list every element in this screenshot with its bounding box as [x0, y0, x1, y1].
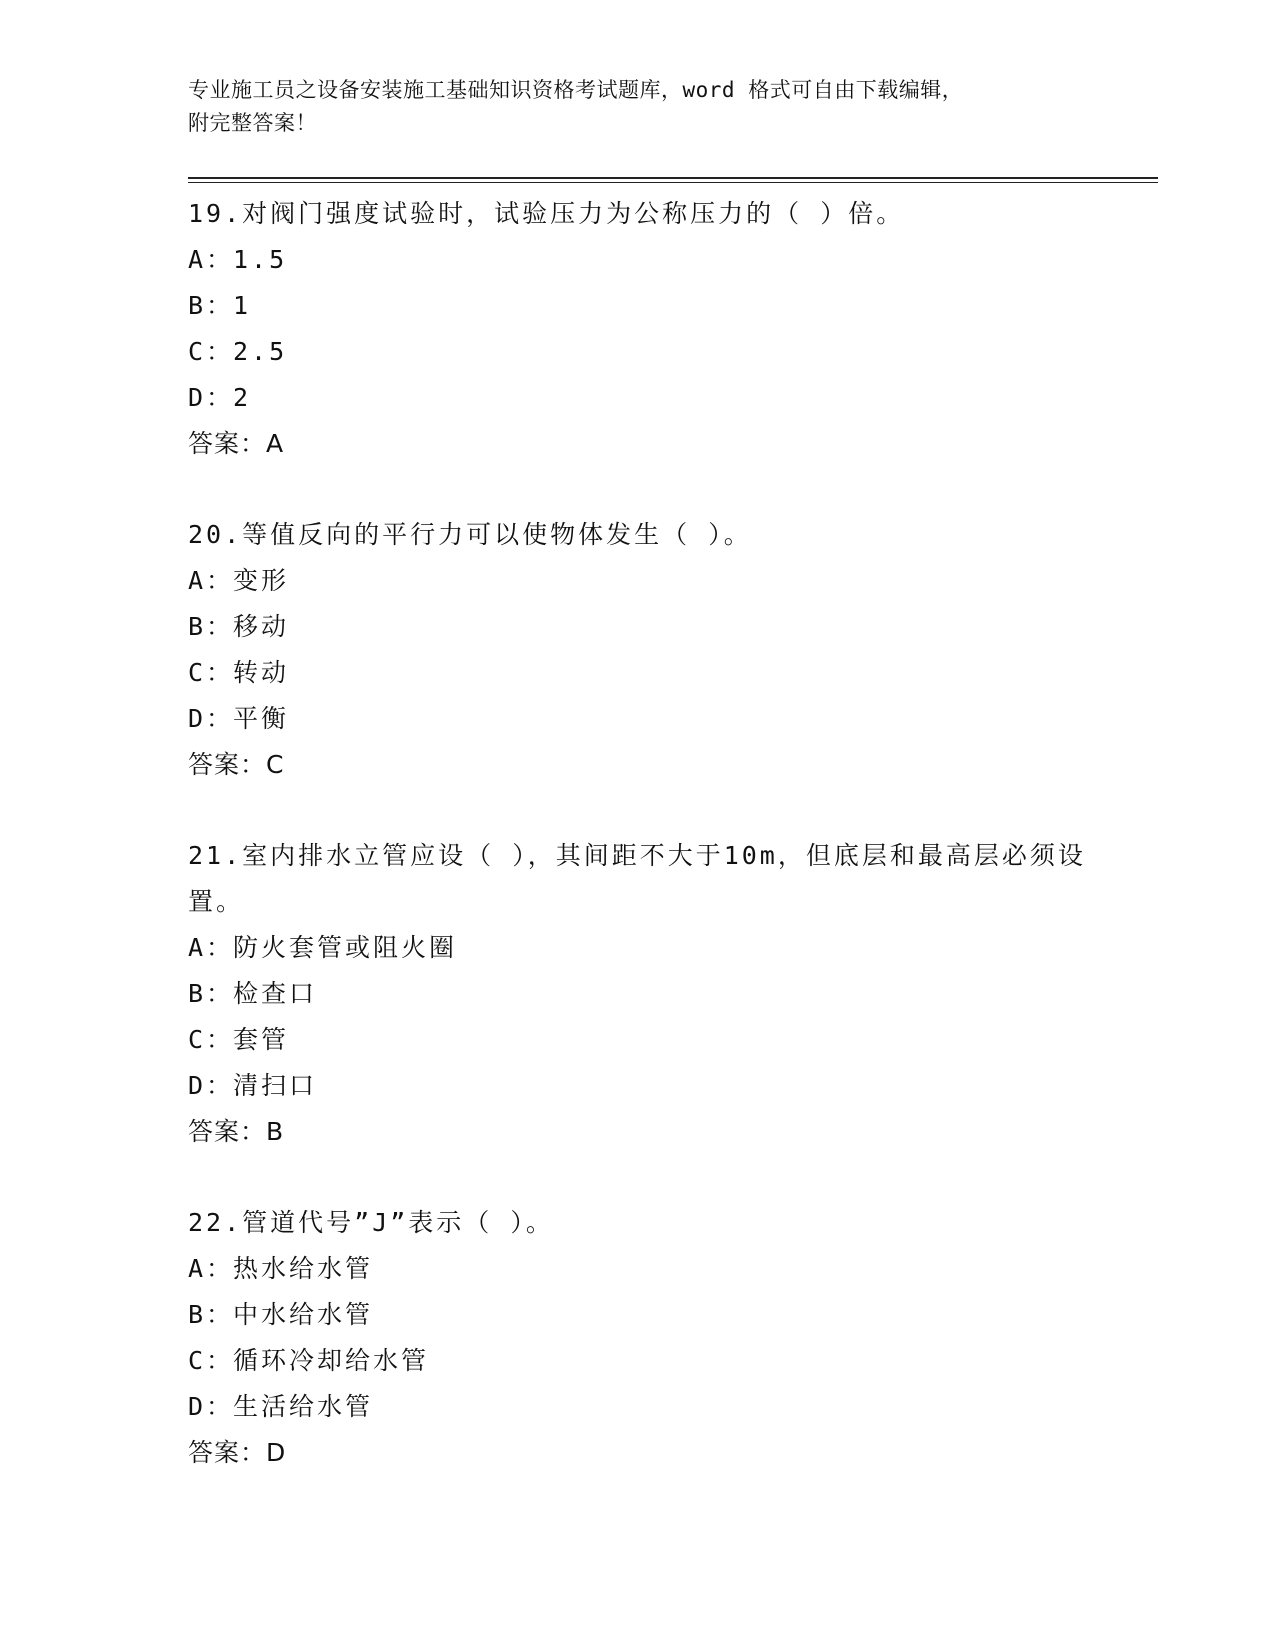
option-key: D： [188, 1071, 235, 1100]
option-key: B： [188, 612, 235, 641]
option-b [188, 604, 1088, 650]
question-stem: 22.管道代号”J”表示（ ）。 [188, 1208, 554, 1237]
question-20 [188, 512, 1088, 788]
option-text: 移动 [233, 612, 290, 641]
option-b [188, 283, 1088, 329]
option-text: 变形 [233, 566, 290, 595]
header-divider-top [188, 177, 1158, 179]
option-key: C： [188, 658, 235, 687]
option-text: 防火套管或阻火圈 [233, 933, 458, 962]
option-key: C： [188, 337, 235, 366]
option-key: B： [188, 1300, 235, 1329]
document-header [188, 74, 1088, 140]
option-c [188, 329, 1088, 375]
option-a [188, 558, 1088, 604]
option-text: 1.5 [233, 245, 288, 274]
option-key: D： [188, 704, 235, 733]
option-key: D： [188, 1392, 235, 1421]
option-key: B： [188, 979, 235, 1008]
answer-line: 答案：A [188, 429, 285, 458]
option-text: 热水给水管 [233, 1254, 374, 1283]
header-divider-bottom [188, 182, 1158, 183]
option-d [188, 375, 1088, 421]
option-text: 循环冷却给水管 [233, 1346, 430, 1375]
question-21 [188, 833, 1088, 1155]
option-d [188, 1384, 1088, 1430]
option-b [188, 1292, 1088, 1338]
option-text: 清扫口 [233, 1071, 318, 1100]
option-text: 检查口 [233, 979, 318, 1008]
question-list [188, 191, 1088, 1521]
answer-line: 答案：D [188, 1438, 287, 1467]
option-key: D： [188, 383, 235, 412]
option-key: A： [188, 245, 235, 274]
question-22 [188, 1200, 1088, 1476]
option-text: 生活给水管 [233, 1392, 374, 1421]
question-19 [188, 191, 1088, 467]
option-key: C： [188, 1346, 235, 1375]
option-d [188, 1063, 1088, 1109]
option-text: 中水给水管 [233, 1300, 374, 1329]
option-c [188, 1017, 1088, 1063]
question-stem: 20.等值反向的平行力可以使物体发生（ ）。 [188, 520, 752, 549]
option-text: 1 [233, 291, 252, 320]
option-c [188, 650, 1088, 696]
option-text: 2 [233, 383, 252, 412]
option-key: B： [188, 291, 235, 320]
option-key: A： [188, 933, 235, 962]
option-a [188, 237, 1088, 283]
question-stem: 19.对阀门强度试验时，试验压力为公称压力的（ ）倍。 [188, 199, 905, 228]
option-text: 平衡 [233, 704, 290, 733]
question-stem: 21.室内排水立管应设（ ），其间距不大于10m，但底层和最高层必须设置。 [188, 841, 1086, 916]
option-c [188, 1338, 1088, 1384]
option-text: 2.5 [233, 337, 288, 366]
option-key: C： [188, 1025, 235, 1054]
header-line-2: 附完整答案！ [188, 111, 317, 135]
answer-line: 答案：C [188, 750, 285, 779]
option-d [188, 696, 1088, 742]
option-key: A： [188, 566, 235, 595]
header-line-1: 专业施工员之设备安装施工基础知识资格考试题库，word 格式可自由下载编辑， [188, 78, 964, 102]
option-a [188, 1246, 1088, 1292]
option-key: A： [188, 1254, 235, 1283]
option-text: 套管 [233, 1025, 290, 1054]
answer-line: 答案：B [188, 1117, 285, 1146]
option-a [188, 925, 1088, 971]
option-text: 转动 [233, 658, 290, 687]
option-b [188, 971, 1088, 1017]
